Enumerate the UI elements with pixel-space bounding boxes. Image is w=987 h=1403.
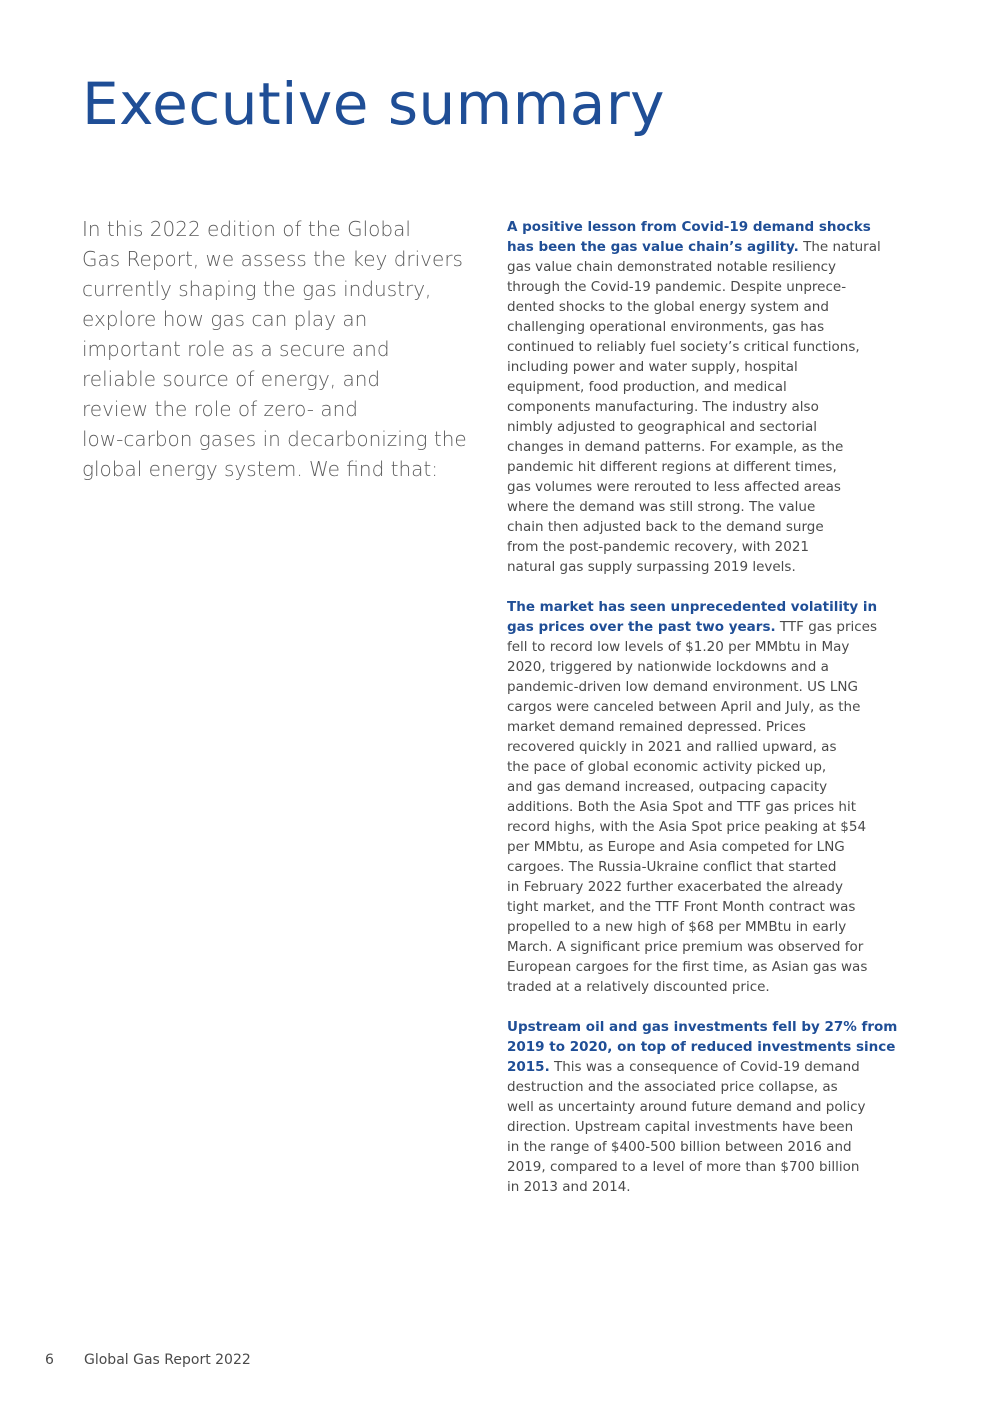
body-text: chain then adjusted back to the demand surge bbox=[507, 519, 824, 535]
paragraph-line bbox=[507, 957, 907, 977]
paragraph-line bbox=[507, 457, 907, 477]
body-text: cargoes. The Russia-Ukraine conflict that started bbox=[507, 859, 837, 875]
body-text: dented shocks to the global energy system and bbox=[507, 299, 829, 315]
paragraph-line bbox=[507, 557, 907, 577]
body-text: in 2013 and 2014. bbox=[507, 1179, 631, 1195]
key-finding-text: A positive lesson from Covid-19 demand shocks bbox=[507, 219, 871, 235]
key-finding-text: has been the gas value chain’s agility. bbox=[507, 239, 799, 255]
body-text: This was a consequence of Covid-19 demand bbox=[549, 1059, 860, 1075]
paragraph-line bbox=[507, 477, 907, 497]
body-text: where the demand was still strong. The value bbox=[507, 499, 816, 515]
paragraph-line bbox=[507, 1137, 907, 1157]
body-text: gas value chain demonstrated notable resiliency bbox=[507, 259, 837, 275]
body-text: the pace of global economic activity picked up, bbox=[507, 759, 827, 775]
body-text: traded at a relatively discounted price. bbox=[507, 979, 770, 995]
body-text: in February 2022 further exacerbated the already bbox=[507, 879, 843, 895]
body-text: 2019, compared to a level of more than $700 billion bbox=[507, 1159, 860, 1175]
paragraph-line bbox=[507, 1077, 907, 1097]
paragraph-line bbox=[507, 637, 907, 657]
body-text: additions. Both the Asia Spot and TTF gas prices hit bbox=[507, 799, 857, 815]
paragraph-line bbox=[507, 617, 907, 637]
paragraph-line bbox=[507, 917, 907, 937]
paragraph-line bbox=[507, 257, 907, 277]
body-text: natural gas supply surpassing 2019 levels. bbox=[507, 559, 796, 575]
body-text: including power and water supply, hospital bbox=[507, 359, 798, 375]
body-text: in the range of $400-500 billion between 2016 and bbox=[507, 1139, 852, 1155]
page-title: Executive summary bbox=[82, 70, 666, 138]
paragraph-line bbox=[507, 1117, 907, 1137]
body-text: destruction and the associated price collapse, as bbox=[507, 1079, 838, 1095]
paragraph-line bbox=[507, 937, 907, 957]
body-text: through the Covid-19 pandemic. Despite unprece- bbox=[507, 279, 847, 295]
body-text: nimbly adjusted to geographical and sectorial bbox=[507, 419, 818, 435]
paragraph-line bbox=[507, 237, 907, 257]
page-footer bbox=[0, 1349, 987, 1373]
paragraph-line bbox=[507, 857, 907, 877]
paragraph-line bbox=[507, 497, 907, 517]
paragraph-line bbox=[507, 417, 907, 437]
key-finding-text: The market has seen unprecedented volatility in bbox=[507, 599, 878, 615]
body-text: fell to record low levels of $1.20 per MMbtu in May bbox=[507, 639, 850, 655]
page-number: 6 bbox=[45, 1352, 54, 1368]
paragraph-line bbox=[507, 777, 907, 797]
body-text: March. A significant price premium was observed for bbox=[507, 939, 864, 955]
paragraph-line bbox=[507, 657, 907, 677]
paragraph-line bbox=[507, 597, 907, 617]
body-text: challenging operational environments, gas has bbox=[507, 319, 825, 335]
intro-line: reliable source of energy, and bbox=[82, 367, 381, 391]
paragraph-line bbox=[507, 697, 907, 717]
body-paragraph bbox=[507, 217, 907, 577]
paragraph-line bbox=[507, 817, 907, 837]
intro-line: global energy system. We find that: bbox=[82, 457, 438, 481]
body-text: direction. Upstream capital investments have been bbox=[507, 1119, 854, 1135]
body-text: and gas demand increased, outpacing capacity bbox=[507, 779, 828, 795]
paragraph-line bbox=[507, 357, 907, 377]
paragraph-line bbox=[507, 1057, 907, 1077]
paragraph-line bbox=[507, 1037, 907, 1057]
body-text: record highs, with the Asia Spot price peaking at $54 bbox=[507, 819, 867, 835]
paragraph-line bbox=[507, 337, 907, 357]
paragraph-line bbox=[507, 837, 907, 857]
body-text: The natural bbox=[798, 239, 881, 255]
key-finding-text: Upstream oil and gas investments fell by 27% from bbox=[507, 1019, 898, 1035]
intro-paragraph bbox=[82, 214, 482, 484]
body-text: cargos were canceled between April and July, as the bbox=[507, 699, 861, 715]
paragraph-line bbox=[507, 737, 907, 757]
paragraph-line bbox=[507, 377, 907, 397]
paragraph-line bbox=[507, 1017, 907, 1037]
body-text: well as uncertainty around future demand and policy bbox=[507, 1099, 866, 1115]
paragraph-line bbox=[507, 537, 907, 557]
intro-line: explore how gas can play an bbox=[82, 307, 368, 331]
paragraph-line bbox=[507, 297, 907, 317]
body-text: European cargoes for the first time, as Asian gas was bbox=[507, 959, 868, 975]
body-text: 2020, triggered by nationwide lockdowns and a bbox=[507, 659, 829, 675]
body-paragraph bbox=[507, 597, 907, 997]
paragraph-line bbox=[507, 317, 907, 337]
paragraph-line bbox=[507, 717, 907, 737]
body-paragraph bbox=[507, 1017, 907, 1197]
body-text: market demand remained depressed. Prices bbox=[507, 719, 806, 735]
paragraph-line bbox=[507, 277, 907, 297]
body-column bbox=[507, 217, 907, 1217]
key-finding-text: gas prices over the past two years. bbox=[507, 619, 776, 635]
body-text: recovered quickly in 2021 and rallied upward, as bbox=[507, 739, 837, 755]
intro-line: low-carbon gases in decarbonizing the bbox=[82, 427, 467, 451]
paragraph-line bbox=[507, 897, 907, 917]
paragraph-line bbox=[507, 1097, 907, 1117]
body-text: gas volumes were rerouted to less affected areas bbox=[507, 479, 841, 495]
paragraph-line bbox=[507, 877, 907, 897]
body-text: equipment, food production, and medical bbox=[507, 379, 787, 395]
body-text: changes in demand patterns. For example, as the bbox=[507, 439, 844, 455]
intro-line: In this 2022 edition of the Global bbox=[82, 217, 411, 241]
intro-line: Gas Report, we assess the key drivers bbox=[82, 247, 463, 271]
body-text: TTF gas prices bbox=[775, 619, 878, 635]
paragraph-line bbox=[507, 977, 907, 997]
intro-line: important role as a secure and bbox=[82, 337, 390, 361]
footer-report-title: Global Gas Report 2022 bbox=[84, 1352, 251, 1368]
paragraph-line bbox=[507, 397, 907, 417]
paragraph-line bbox=[507, 1157, 907, 1177]
paragraph-line bbox=[507, 677, 907, 697]
body-text: from the post-pandemic recovery, with 2021 bbox=[507, 539, 810, 555]
body-text: components manufacturing. The industry also bbox=[507, 399, 819, 415]
key-finding-text: 2019 to 2020, on top of reduced investments since bbox=[507, 1039, 896, 1055]
paragraph-line bbox=[507, 1177, 907, 1197]
body-text: pandemic-driven low demand environment. US LNG bbox=[507, 679, 858, 695]
body-text: propelled to a new high of $68 per MMBtu in early bbox=[507, 919, 847, 935]
paragraph-line bbox=[507, 217, 907, 237]
intro-line: currently shaping the gas industry, bbox=[82, 277, 432, 301]
body-text: continued to reliably fuel society’s critical functions, bbox=[507, 339, 860, 355]
paragraph-line bbox=[507, 437, 907, 457]
body-text: pandemic hit different regions at different times, bbox=[507, 459, 837, 475]
key-finding-text: 2015. bbox=[507, 1059, 550, 1075]
intro-line: review the role of zero- and bbox=[82, 397, 358, 421]
paragraph-line bbox=[507, 797, 907, 817]
body-text: per MMbtu, as Europe and Asia competed for LNG bbox=[507, 839, 845, 855]
body-text: tight market, and the TTF Front Month contract was bbox=[507, 899, 856, 915]
paragraph-line bbox=[507, 517, 907, 537]
paragraph-line bbox=[507, 757, 907, 777]
